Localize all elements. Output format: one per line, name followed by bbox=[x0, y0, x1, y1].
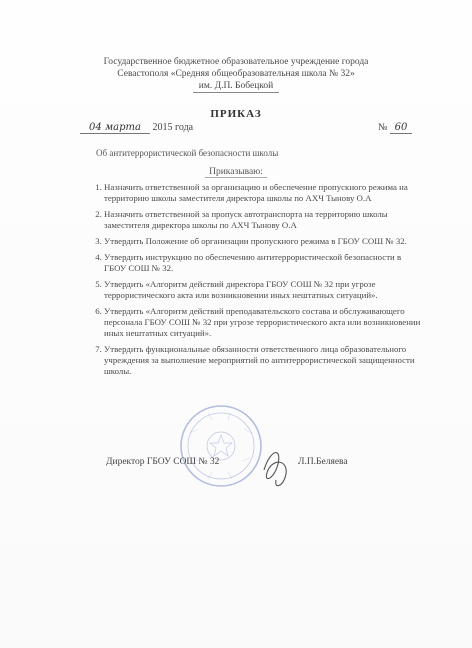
order-subject: Об антитеррористической безопасности школы bbox=[96, 148, 279, 158]
list-item: 4. Утвердить инструкцию по обеспечению антитеррористической безопасности в ГБОУ СОШ № 32. bbox=[104, 252, 422, 274]
header-line-1: Государственное бюджетное образовательное учреждение города bbox=[103, 57, 369, 67]
decree-word: Приказываю: bbox=[205, 167, 267, 178]
list-item: 6. Утвердить «Алгоритм действий преподавательского состава и обслуживающего персонала ГБОУ СОШ № 32 при угрозе террористического акта или возникновении иных нештатных ситуаций». bbox=[104, 306, 422, 339]
order-number bbox=[378, 122, 412, 134]
header-line-2: Севастополя «Средняя общеобразовательная школа № 32» bbox=[117, 69, 355, 79]
number-prefix: № bbox=[378, 122, 388, 133]
list-item: 5. Утвердить «Алгоритм действий директора ГБОУ СОШ № 32 при угрозе террористического акта или возникновении иных нештатных ситуаций». bbox=[104, 279, 422, 301]
decree-heading bbox=[0, 167, 472, 177]
signer-name: Л.П.Беляева bbox=[298, 457, 348, 467]
date-line bbox=[80, 122, 193, 134]
official-stamp-seal bbox=[178, 403, 264, 489]
list-item: 2. Назначить ответственной за пропуск автотранспорта на территорию школы заместителя директора школы по АХЧ Тынову О.А bbox=[104, 209, 422, 231]
list-item: 3. Утвердить Положение об организации пропускного режима в ГБОУ СОШ № 32. bbox=[104, 236, 422, 247]
date-year: 2015 года bbox=[152, 122, 194, 133]
handwritten-signature bbox=[256, 440, 296, 492]
handwritten-number: 60 bbox=[390, 122, 412, 134]
order-items-list bbox=[88, 182, 422, 382]
document-title: ПРИКАЗ bbox=[210, 108, 262, 120]
handwritten-date: 04 марта bbox=[80, 122, 150, 134]
list-item: 7. Утвердить функциональные обязанности ответственного лица образовательного учреждения за выполнение мероприятий по антитеррористической защищенности школы. bbox=[104, 344, 422, 377]
list-item: 1. Назначить ответственной за организацию и обеспечение пропускного режима на территорию школы заместителя директора школы по АХЧ Тынову О.А bbox=[104, 182, 422, 204]
header-line-3: им. Д.П. Бобецкой bbox=[193, 80, 280, 93]
signature-position: Директор ГБОУ СОШ № 32 bbox=[106, 457, 220, 467]
document-header bbox=[0, 56, 472, 93]
